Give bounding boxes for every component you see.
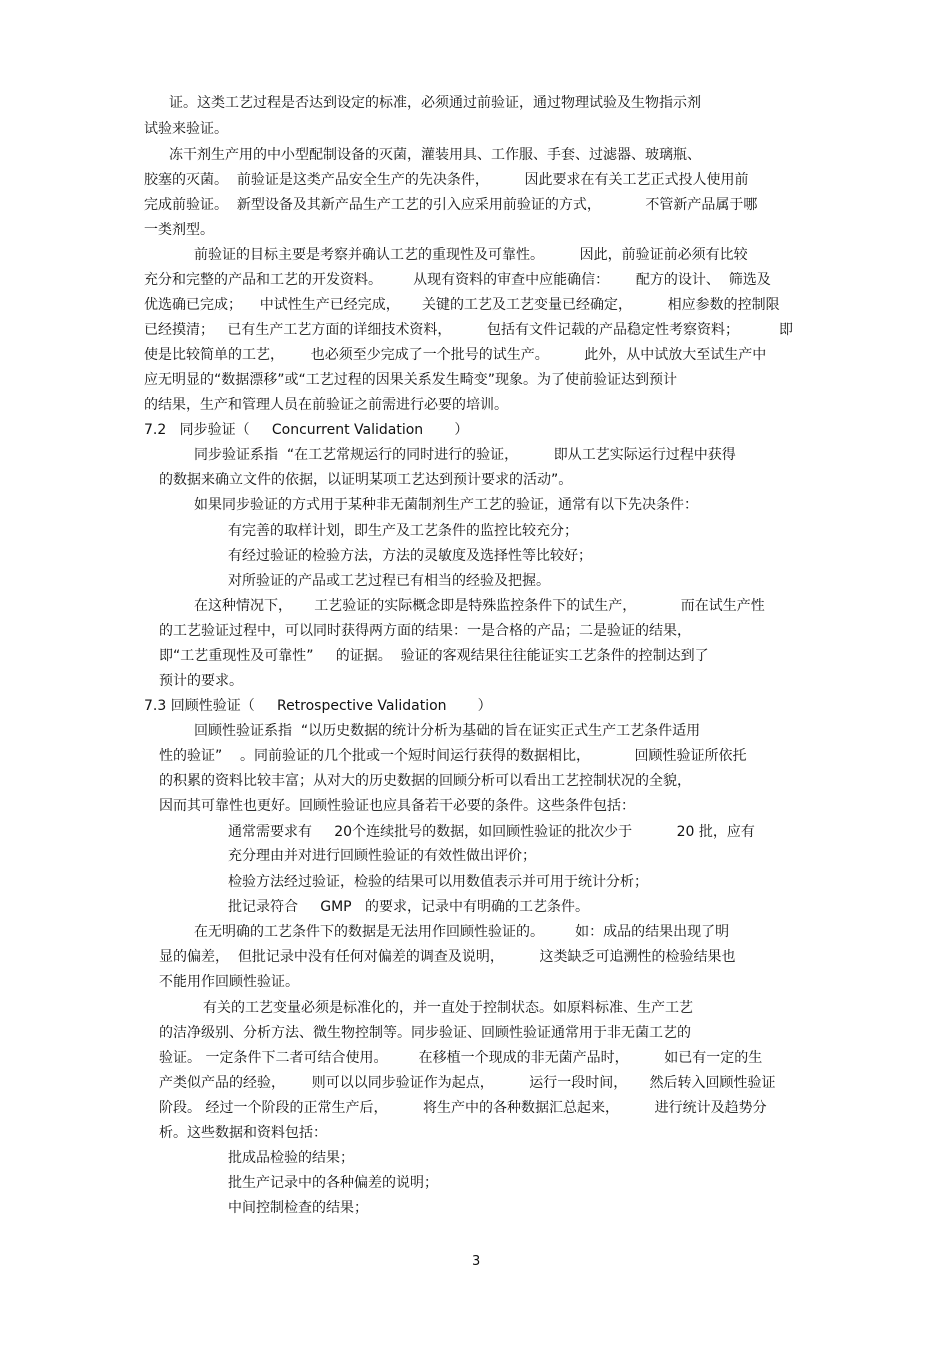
list-item: 通常需要求有 20个连续批号的数据，如回顾性验证的批次少于 20 批，应有 [228, 824, 755, 840]
text-line: 优选确已完成； 中试性生产已经完成， 关键的工艺及工艺变量已经确定， 相应参数的控制限 [144, 297, 780, 313]
section-heading: 7.2 同步验证（ Concurrent Validation ） [144, 422, 469, 438]
text-line: 显的偏差， 但批记录中没有任何对偏差的调查及说明， 这类缺乏可追溯性的检验结果也 [159, 949, 736, 965]
text-line: 回顾性验证系指 “以历史数据的统计分析为基础的旨在证实正式生产工艺条件适用 [194, 723, 701, 739]
text-line: 证。这类工艺过程是否达到设定的标准，必须通过前验证，通过物理试验及生物指示剂 [169, 95, 701, 111]
list-item: 中间控制检查的结果； [228, 1200, 368, 1216]
text-line: 前验证的目标主要是考察并确认工艺的重现性及可靠性。 因此，前验证前必须有比较 [194, 247, 748, 263]
list-item: 检验方法经过验证，检验的结果可以用数值表示并可用于统计分析； [228, 874, 648, 890]
section-heading: 7.3 回顾性验证（ Retrospective Validation ） [144, 698, 492, 714]
text-line: 的工艺验证过程中，可以同时获得两方面的结果：一是合格的产品；二是验证的结果， [159, 623, 691, 639]
list-item: 有完善的取样计划，即生产及工艺条件的监控比较充分； [228, 523, 578, 539]
text-line: 即“工艺重现性及可靠性” 的证据。 验证的客观结果往往能证实工艺条件的控制达到了 [159, 648, 709, 664]
list-item: 批生产记录中的各种偏差的说明； [228, 1175, 438, 1191]
text-line: 验证。 一定条件下二者可结合使用。 在移植一个现成的非无菌产品时， 如已有一定的生 [159, 1050, 763, 1066]
text-line: 因而其可靠性也更好。回顾性验证也应具备若干必要的条件。这些条件包括： [159, 798, 635, 814]
list-item: 有经过验证的检验方法，方法的灵敏度及选择性等比较好； [228, 548, 592, 564]
text-line: 同步验证系指 “在工艺常规运行的同时进行的验证， 即从工艺实际运行过程中获得 [194, 447, 736, 463]
list-item: 充分理由并对进行回顾性验证的有效性做出评价； [228, 848, 536, 864]
text-line: 产类似产品的经验， 则可以以同步验证作为起点， 运行一段时间， 然后转入回顾性验证 [159, 1075, 776, 1091]
text-line: 阶段。 经过一个阶段的正常生产后， 将生产中的各种数据汇总起来， 进行统计及趋势分 [159, 1100, 767, 1116]
text-line: 充分和完整的产品和工艺的开发资料。 从现有资料的审查中应能确信： 配方的设计、 筛选及 [144, 272, 771, 288]
text-line: 冻干剂生产用的中小型配制设备的灭菌，灌装用具、工作服、手套、过滤器、玻璃瓶、 [169, 147, 701, 163]
text-line: 的积累的资料比较丰富；从对大的历史数据的回顾分析可以看出工艺控制状况的全貌， [159, 773, 691, 789]
text-line: 如果同步验证的方式用于某种非无菌制剂生产工艺的验证，通常有以下先决条件： [194, 497, 698, 513]
text-line: 在无明确的工艺条件下的数据是无法用作回顾性验证的。 如：成品的结果出现了明 [194, 924, 730, 940]
text-line: 性的验证” 。同前验证的几个批或一个短时间运行获得的数据相比， 回顾性验证所依托 [159, 748, 747, 764]
list-item: 批成品检验的结果； [228, 1150, 354, 1166]
text-line: 应无明显的“数据漂移”或“工艺过程的因果关系发生畸变”现象。为了使前验证达到预计 [144, 372, 678, 388]
text-line: 的洁净级别、分析方法、微生物控制等。同步验证、回顾性验证通常用于非无菌工艺的 [159, 1025, 691, 1041]
text-line: 有关的工艺变量必须是标准化的，并一直处于控制状态。如原料标准、生产工艺 [203, 1000, 693, 1016]
text-line: 不能用作回顾性验证。 [159, 974, 299, 990]
text-line: 试验来验证。 [144, 121, 228, 137]
list-item: 批记录符合 GMP 的要求，记录中有明确的工艺条件。 [228, 899, 589, 915]
text-line: 胶塞的灭菌。 前验证是这类产品安全生产的先决条件， 因此要求在有关工艺正式投人使用前 [144, 172, 749, 188]
page-number: 3 [472, 1254, 481, 1269]
text-line: 在这种情况下， 工艺验证的实际概念即是特殊监控条件下的试生产， 而在试生产性 [194, 598, 765, 614]
text-line: 完成前验证。 新型设备及其新产品生产工艺的引入应采用前验证的方式， 不管新产品属于哪 [144, 197, 758, 213]
text-line: 已经摸清； 已有生产工艺方面的详细技术资料， 包括有文件记载的产品稳定性考察资料； 即 [144, 322, 794, 338]
text-line: 的结果，生产和管理人员在前验证之前需进行必要的培训。 [144, 397, 508, 413]
text-line: 一类剂型。 [144, 222, 214, 238]
text-line: 的数据来确立文件的依据，以证明某项工艺达到预计要求的活动”。 [159, 472, 573, 488]
text-line: 预计的要求。 [159, 673, 243, 689]
list-item: 对所验证的产品或工艺过程已有相当的经验及把握。 [228, 573, 550, 589]
text-line: 使是比较简单的工艺， 也必须至少完成了一个批号的试生产。 此外，从中试放大至试生产中 [144, 347, 767, 363]
text-line: 析。这些数据和资料包括： [159, 1125, 327, 1141]
